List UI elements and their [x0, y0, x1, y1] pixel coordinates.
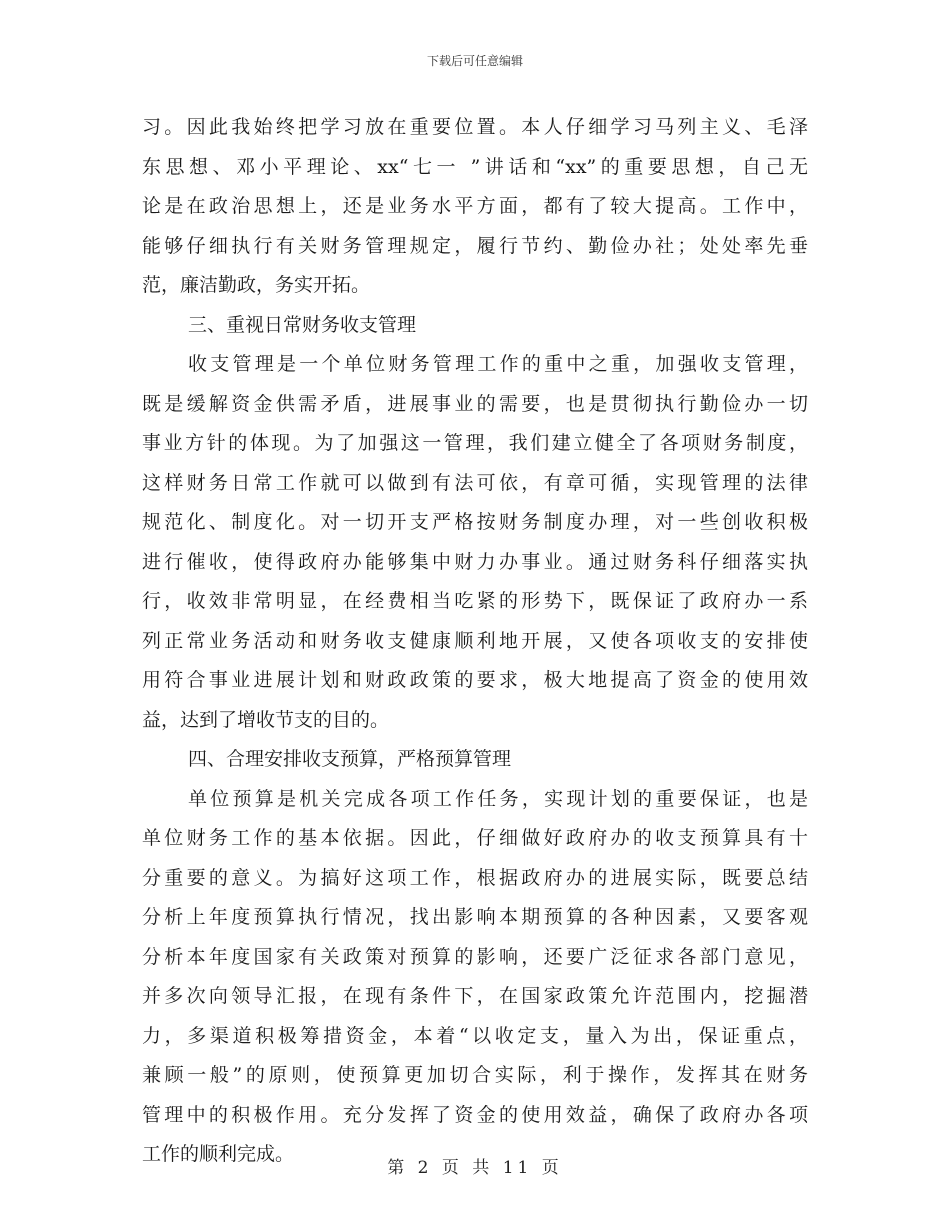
text-line: 列正常业务活动和财务收支健康顺利地开展，又使各项收支的安排使	[142, 629, 808, 652]
text-line: 单位财务工作的基本依据。因此，仔细做好政府办的收支预算具有十	[142, 827, 808, 849]
section-heading: 四、合理安排收支预算，严格预算管理	[188, 748, 512, 770]
text-line: 能够仔细执行有关财务管理规定，履行节约、勤俭办社；处处率先垂	[142, 234, 808, 257]
page-footer: 第 2 页 共 11 页	[387, 1158, 563, 1178]
text-line: 行，收效非常明显，在经费相当吃紧的形势下，既保证了政府办一系	[142, 590, 808, 612]
text-line: 习。因此我始终把学习放在重要位置。本人仔细学习马列主义、毛泽	[142, 116, 808, 138]
text-line: 管理中的积极作用。充分发挥了资金的使用效益，确保了政府办各项	[142, 1103, 808, 1126]
text-line: 工作的顺利完成。	[142, 1143, 295, 1165]
text-line: 规范化、制度化。对一切开支严格按财务制度办理，对一些创收积极	[142, 511, 808, 533]
page-header: 下载后可任意编辑	[426, 54, 523, 68]
section-heading: 三、重视日常财务收支管理	[188, 313, 417, 336]
text-line: 既是缓解资金供需矛盾，进展事业的需要，也是贯彻执行勤俭办一切	[142, 392, 808, 415]
text-line: 这样财务日常工作就可以做到有法可依，有章可循，实现管理的法律	[142, 471, 808, 494]
text-line: 益，达到了增收节支的目的。	[142, 708, 390, 731]
text-line: 分析本年度国家有关政策对预算的影响，还要广泛征求各部门意见，	[142, 945, 808, 968]
text-line: 并多次向领导汇报，在现有条件下，在国家政策允许范围内，挖掘潜	[142, 985, 808, 1007]
text-line: 事业方针的体现。为了加强这一管理，我们建立健全了各项财务制度，	[142, 432, 808, 454]
text-line: 范，廉洁勤政，务实开拓。	[142, 274, 371, 296]
text-line: 进行催收，使得政府办能够集中财力办事业。通过财务科仔细落实执	[142, 550, 808, 573]
text-line: 分重要的意义。为搞好这项工作，根据政府办的进展实际，既要总结	[142, 866, 808, 889]
text-line: 单位预算是机关完成各项工作任务，实现计划的重要保证，也是	[188, 787, 808, 810]
text-line: 东思想、邓小平理论、xx“七一 ”讲话和“xx”的重要思想，自己无	[142, 155, 808, 178]
document-body	[142, 108, 808, 1175]
text-line: 收支管理是一个单位财务管理工作的重中之重，加强收支管理，	[188, 353, 808, 375]
text-line: 用符合事业进展计划和财政政策的要求，极大地提高了资金的使用效	[142, 669, 808, 691]
text-line: 兼顾一般”的原则，使预算更加切合实际，利于操作，发挥其在财务	[142, 1064, 808, 1086]
text-line: 力，多渠道积极筹措资金，本着“以收定支，量入为出，保证重点，	[142, 1024, 808, 1047]
text-line: 论是在政治思想上，还是业务水平方面，都有了较大提高。工作中，	[142, 195, 808, 217]
text-line: 分析上年度预算执行情况，找出影响本期预算的各种因素，又要客观	[142, 906, 808, 928]
